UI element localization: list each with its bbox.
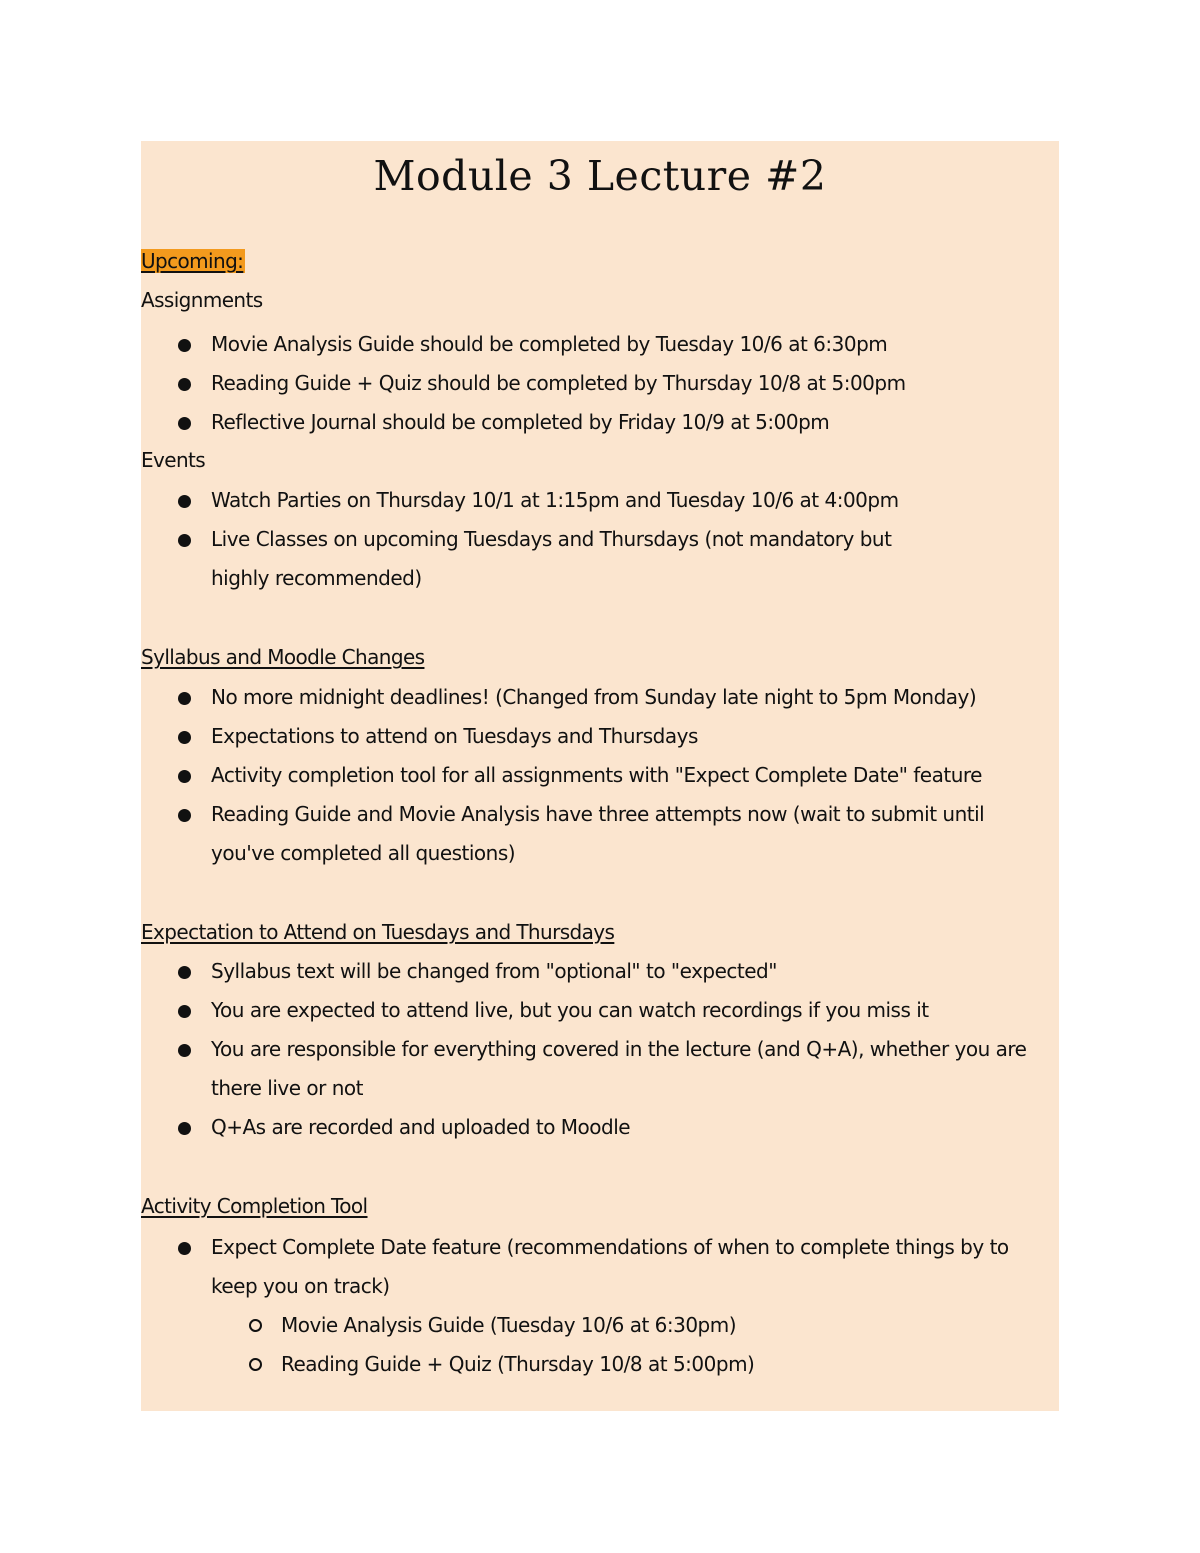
- events-list: [141, 481, 951, 598]
- hollow-bullet-icon: [249, 1358, 262, 1371]
- list-item-text: Reading Guide + Quiz should be completed by Thursday 10/8 at 5:00pm: [211, 371, 906, 395]
- list-item-text: Expect Complete Date feature (recommendations of when to complete things by to keep you on track): [211, 1235, 1009, 1298]
- list-item-text: Q+As are recorded and uploaded to Moodle: [211, 1115, 631, 1139]
- list-item-text: Movie Analysis Guide should be completed by Tuesday 10/6 at 6:30pm: [211, 332, 888, 356]
- sub-list-item-text: Reading Guide + Quiz (Thursday 10/8 at 5:00pm): [281, 1352, 755, 1376]
- list-item: [141, 1108, 1041, 1147]
- list-item-text: Syllabus text will be changed from "optional" to "expected": [211, 959, 777, 983]
- bullet-icon: [178, 1044, 191, 1057]
- page-title: Module 3 Lecture #2: [373, 152, 827, 200]
- bullet-icon: [178, 966, 191, 979]
- list-item: [141, 364, 1041, 403]
- syllabus-heading: Syllabus and Moodle Changes: [141, 645, 425, 669]
- expectation-list: [141, 952, 1041, 1147]
- list-item: [141, 481, 951, 520]
- activity-sublist: [211, 1306, 1041, 1384]
- list-item: [141, 717, 1041, 756]
- bullet-icon: [178, 339, 191, 352]
- bullet-icon: [178, 770, 191, 783]
- assignments-heading: Assignments: [141, 288, 263, 312]
- list-item: [141, 520, 951, 598]
- list-item: [141, 678, 1041, 717]
- list-item-text: You are responsible for everything covered in the lecture (and Q+A), whether you are there live or not: [211, 1037, 1027, 1100]
- list-item: [141, 1030, 1041, 1108]
- list-item: [141, 952, 1041, 991]
- bullet-icon: [178, 534, 191, 547]
- list-item: [141, 1228, 1041, 1384]
- events-heading: Events: [141, 448, 206, 472]
- expectation-heading: Expectation to Attend on Tuesdays and Thursdays: [141, 920, 615, 944]
- list-item: [141, 325, 1041, 364]
- sub-list-item: [211, 1306, 1041, 1345]
- activity-list: [141, 1228, 1041, 1384]
- bullet-icon: [178, 417, 191, 430]
- list-item: [141, 756, 1041, 795]
- activity-heading: Activity Completion Tool: [141, 1194, 368, 1218]
- bullet-icon: [178, 731, 191, 744]
- bullet-icon: [178, 378, 191, 391]
- assignments-list: [141, 325, 1041, 442]
- list-item: [141, 403, 1041, 442]
- list-item-text: Reflective Journal should be completed by Friday 10/9 at 5:00pm: [211, 410, 830, 434]
- syllabus-list: [141, 678, 1041, 873]
- list-item-text: Reading Guide and Movie Analysis have three attempts now (wait to submit until you've completed all questions): [211, 802, 985, 865]
- list-item-text: Live Classes on upcoming Tuesdays and Thursdays (not mandatory but highly recommended): [211, 527, 892, 590]
- upcoming-label: Upcoming:: [141, 249, 244, 273]
- bullet-icon: [178, 809, 191, 822]
- hollow-bullet-icon: [249, 1319, 262, 1332]
- bullet-icon: [178, 1242, 191, 1255]
- list-item-text: You are expected to attend live, but you can watch recordings if you miss it: [211, 998, 929, 1022]
- sub-list-item: [211, 1345, 1041, 1384]
- bullet-icon: [178, 1005, 191, 1018]
- document-page: [141, 141, 1059, 1411]
- bullet-icon: [178, 692, 191, 705]
- upcoming-heading: [141, 247, 245, 275]
- sub-list-item-text: Movie Analysis Guide (Tuesday 10/6 at 6:30pm): [281, 1313, 737, 1337]
- list-item-text: Activity completion tool for all assignments with "Expect Complete Date" feature: [211, 763, 982, 787]
- list-item: [141, 991, 1041, 1030]
- list-item: [141, 795, 1041, 873]
- list-item-text: Watch Parties on Thursday 10/1 at 1:15pm and Tuesday 10/6 at 4:00pm: [211, 488, 899, 512]
- bullet-icon: [178, 1122, 191, 1135]
- list-item-text: Expectations to attend on Tuesdays and Thursdays: [211, 724, 698, 748]
- list-item-text: No more midnight deadlines! (Changed from Sunday late night to 5pm Monday): [211, 685, 977, 709]
- bullet-icon: [178, 495, 191, 508]
